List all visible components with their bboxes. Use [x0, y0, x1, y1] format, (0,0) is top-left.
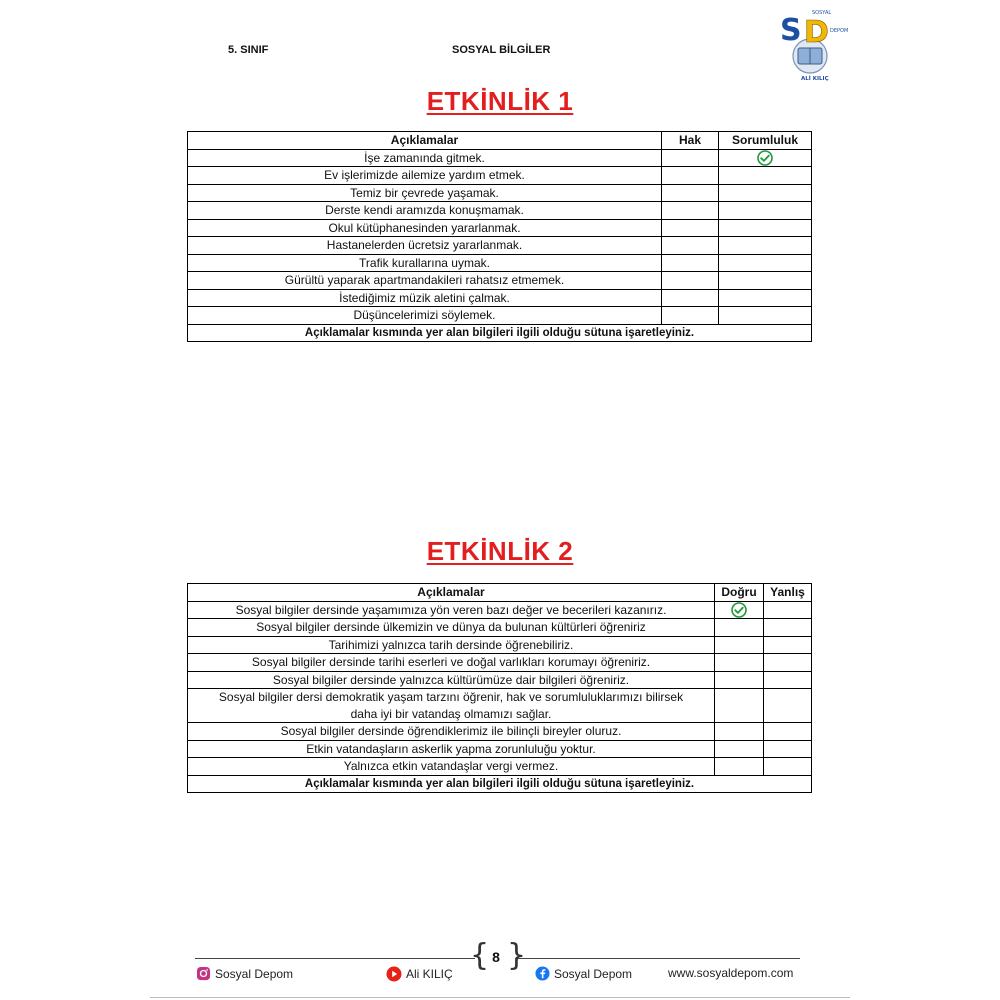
table-row [188, 671, 812, 689]
answer-cell[interactable] [764, 758, 812, 776]
table-row [188, 149, 812, 167]
answer-cell[interactable] [662, 184, 719, 202]
statement-cell [188, 601, 715, 619]
column-header: Açıklamalar [188, 584, 715, 602]
statement-cell [188, 619, 715, 637]
table-header-row [188, 584, 812, 602]
statement-cell [188, 636, 715, 654]
statement-text: Düşüncelerimizi söylemek. [353, 308, 496, 322]
grade-label: 5. SINIF [228, 44, 269, 56]
answer-cell[interactable] [719, 202, 812, 220]
answer-cell[interactable] [662, 307, 719, 325]
statement-cell [188, 758, 715, 776]
youtube-icon [386, 966, 402, 982]
instagram-link[interactable] [196, 966, 293, 981]
youtube-link[interactable] [386, 966, 453, 982]
statement-cell [188, 723, 715, 741]
table-row [188, 689, 812, 723]
answer-cell[interactable] [662, 202, 719, 220]
statement-text: Temiz bir çevrede yaşamak. [350, 185, 499, 200]
column-header: Yanlış [764, 584, 812, 602]
website-label: www.sosyaldepom.com [668, 966, 794, 980]
statement-text: Hastanelerden ücretsiz yararlanmak. [326, 238, 523, 252]
statement-cell [188, 654, 715, 672]
checkmark-icon [729, 602, 749, 618]
page-brace-right: } [507, 938, 527, 973]
website-link[interactable] [668, 966, 793, 980]
table-row [188, 723, 812, 741]
answer-cell[interactable] [662, 219, 719, 237]
svg-text:SOSYAL: SOSYAL [812, 10, 832, 16]
instruction-text: Açıklamalar kısmında yer alan bilgileri ilgili olduğu sütuna işaretleyiniz. [188, 775, 812, 793]
subject-label: SOSYAL BİLGİLER [452, 44, 551, 56]
answer-cell[interactable] [715, 654, 764, 672]
statement-cell [188, 689, 715, 723]
statement-cell [188, 237, 662, 255]
table-row [188, 254, 812, 272]
answer-cell[interactable] [662, 237, 719, 255]
table-header-row [188, 132, 812, 150]
statement-cell [188, 289, 662, 307]
svg-text:D: D [804, 15, 829, 50]
answer-cell[interactable] [715, 723, 764, 741]
svg-text:DEPOM: DEPOM [830, 28, 849, 34]
statement-text: Okul kütüphanesinden yararlanmak. [328, 220, 521, 235]
answer-cell[interactable] [719, 219, 812, 237]
page-bottom-rule [150, 997, 850, 998]
youtube-label: Ali KILIÇ [406, 967, 453, 981]
statement-cell [188, 307, 662, 325]
instagram-icon [196, 966, 211, 981]
activity2-title: ETKİNLİK 2 [426, 536, 574, 566]
table-footer-row [188, 775, 812, 793]
table-row [188, 219, 812, 237]
statement-text: Sosyal bilgiler dersinde yaşamımıza yön veren bazı değer ve becerileri kazanırız. [235, 602, 667, 617]
svg-text:S: S [780, 13, 802, 48]
activity2-table [187, 583, 812, 793]
svg-text:ALİ KILIÇ: ALİ KILIÇ [801, 76, 829, 82]
statement-text: Trafik kurallarına uymak. [359, 255, 490, 270]
answer-cell[interactable] [764, 601, 812, 619]
answer-cell[interactable] [764, 740, 812, 758]
answer-cell[interactable] [715, 740, 764, 758]
statement-cell [188, 740, 715, 758]
sosyal-depom-logo [774, 2, 849, 84]
answer-cell[interactable] [715, 689, 764, 723]
answer-cell[interactable] [719, 237, 812, 255]
statement-cell [188, 184, 662, 202]
answer-cell[interactable] [719, 184, 812, 202]
answer-cell[interactable] [719, 254, 812, 272]
answer-cell[interactable] [715, 758, 764, 776]
answer-cell[interactable] [764, 619, 812, 637]
table-row [188, 202, 812, 220]
answer-cell[interactable] [715, 671, 764, 689]
page-number: 8 [492, 949, 500, 965]
table-row [188, 289, 812, 307]
answer-cell[interactable] [764, 654, 812, 672]
answer-cell[interactable] [662, 272, 719, 290]
statement-text: Yalnızca etkin vatandaşlar vergi vermez. [343, 759, 559, 773]
table-row [188, 307, 812, 325]
statement-cell [188, 671, 715, 689]
answer-cell[interactable] [764, 636, 812, 654]
column-header: Açıklamalar [188, 132, 662, 150]
table-row [188, 601, 812, 619]
answer-cell[interactable] [662, 167, 719, 185]
footer-rule-left [195, 958, 475, 959]
statement-cell [188, 272, 662, 290]
answer-cell[interactable] [719, 149, 812, 167]
facebook-label: Sosyal Depom [554, 966, 633, 981]
answer-cell[interactable] [715, 636, 764, 654]
table-row [188, 758, 812, 776]
answer-cell[interactable] [715, 601, 764, 619]
activity1-table [187, 131, 812, 342]
statement-text: Ev işlerimizde ailemize yardım etmek. [324, 168, 525, 182]
statement-text: Sosyal bilgiler dersi demokratik yaşam tarzını öğrenir, hak ve sorumluluklarımızı bilirsek [218, 690, 684, 704]
statement-cell [188, 254, 662, 272]
answer-cell[interactable] [715, 619, 764, 637]
table-row [188, 636, 812, 654]
statement-cell [188, 202, 662, 220]
table-row [188, 619, 812, 637]
column-header: Sorumluluk [719, 132, 812, 150]
column-header: Doğru [715, 584, 764, 602]
table-row [188, 184, 812, 202]
table-footer-row [188, 324, 812, 342]
answer-cell[interactable] [719, 272, 812, 290]
statement-text: Sosyal bilgiler dersinde ülkemizin ve dünya da bulunan kültürleri öğreniriz [256, 620, 646, 634]
column-header: Hak [662, 132, 719, 150]
statement-text: İşe zamanında gitmek. [364, 150, 485, 165]
page-brace-left: { [470, 938, 490, 973]
checkmark-icon [755, 150, 775, 166]
answer-cell[interactable] [764, 689, 812, 723]
statement-text: Etkin vatandaşların askerlik yapma zorunluluğu yoktur. [306, 741, 596, 756]
answer-cell[interactable] [719, 289, 812, 307]
statement-text: Sosyal bilgiler dersinde öğrendiklerimiz ile bilinçli bireyler oluruz. [280, 724, 622, 738]
table-row [188, 167, 812, 185]
footer-rule-right [515, 958, 800, 959]
statement-text: Gürültü yaparak apartmandakileri rahatsız etmemek. [284, 273, 565, 287]
answer-cell[interactable] [662, 149, 719, 167]
statement-cell [188, 167, 662, 185]
activity1-title: ETKİNLİK 1 [426, 86, 574, 116]
instruction-text: Açıklamalar kısmında yer alan bilgileri ilgili olduğu sütuna işaretleyiniz. [188, 324, 812, 342]
statement-cell [188, 149, 662, 167]
answer-cell[interactable] [719, 307, 812, 325]
statement-text: Tarihimizi yalnızca tarih dersinde öğrenebiliriz. [328, 637, 574, 652]
answer-cell[interactable] [764, 723, 812, 741]
statement-text: Derste kendi aramızda konuşmamak. [325, 203, 524, 217]
statement-text: İstediğimiz müzik aletini çalmak. [339, 290, 510, 305]
statement-text-line2: daha iyi bir vatandaş olmamızı sağlar. [350, 706, 552, 721]
facebook-link[interactable] [535, 966, 632, 981]
table-row [188, 654, 812, 672]
answer-cell[interactable] [719, 167, 812, 185]
facebook-icon [535, 966, 550, 981]
answer-cell[interactable] [662, 289, 719, 307]
instagram-label: Sosyal Depom [215, 966, 294, 981]
table-row [188, 272, 812, 290]
statement-cell [188, 219, 662, 237]
table-row [188, 237, 812, 255]
table-row [188, 740, 812, 758]
statement-text: Sosyal bilgiler dersinde tarihi eserleri ve doğal varlıkları korumayı öğreniriz. [251, 655, 651, 669]
statement-text: Sosyal bilgiler dersinde yalnızca kültürümüze dair bilgileri öğreniriz. [272, 672, 630, 687]
answer-cell[interactable] [662, 254, 719, 272]
answer-cell[interactable] [764, 671, 812, 689]
